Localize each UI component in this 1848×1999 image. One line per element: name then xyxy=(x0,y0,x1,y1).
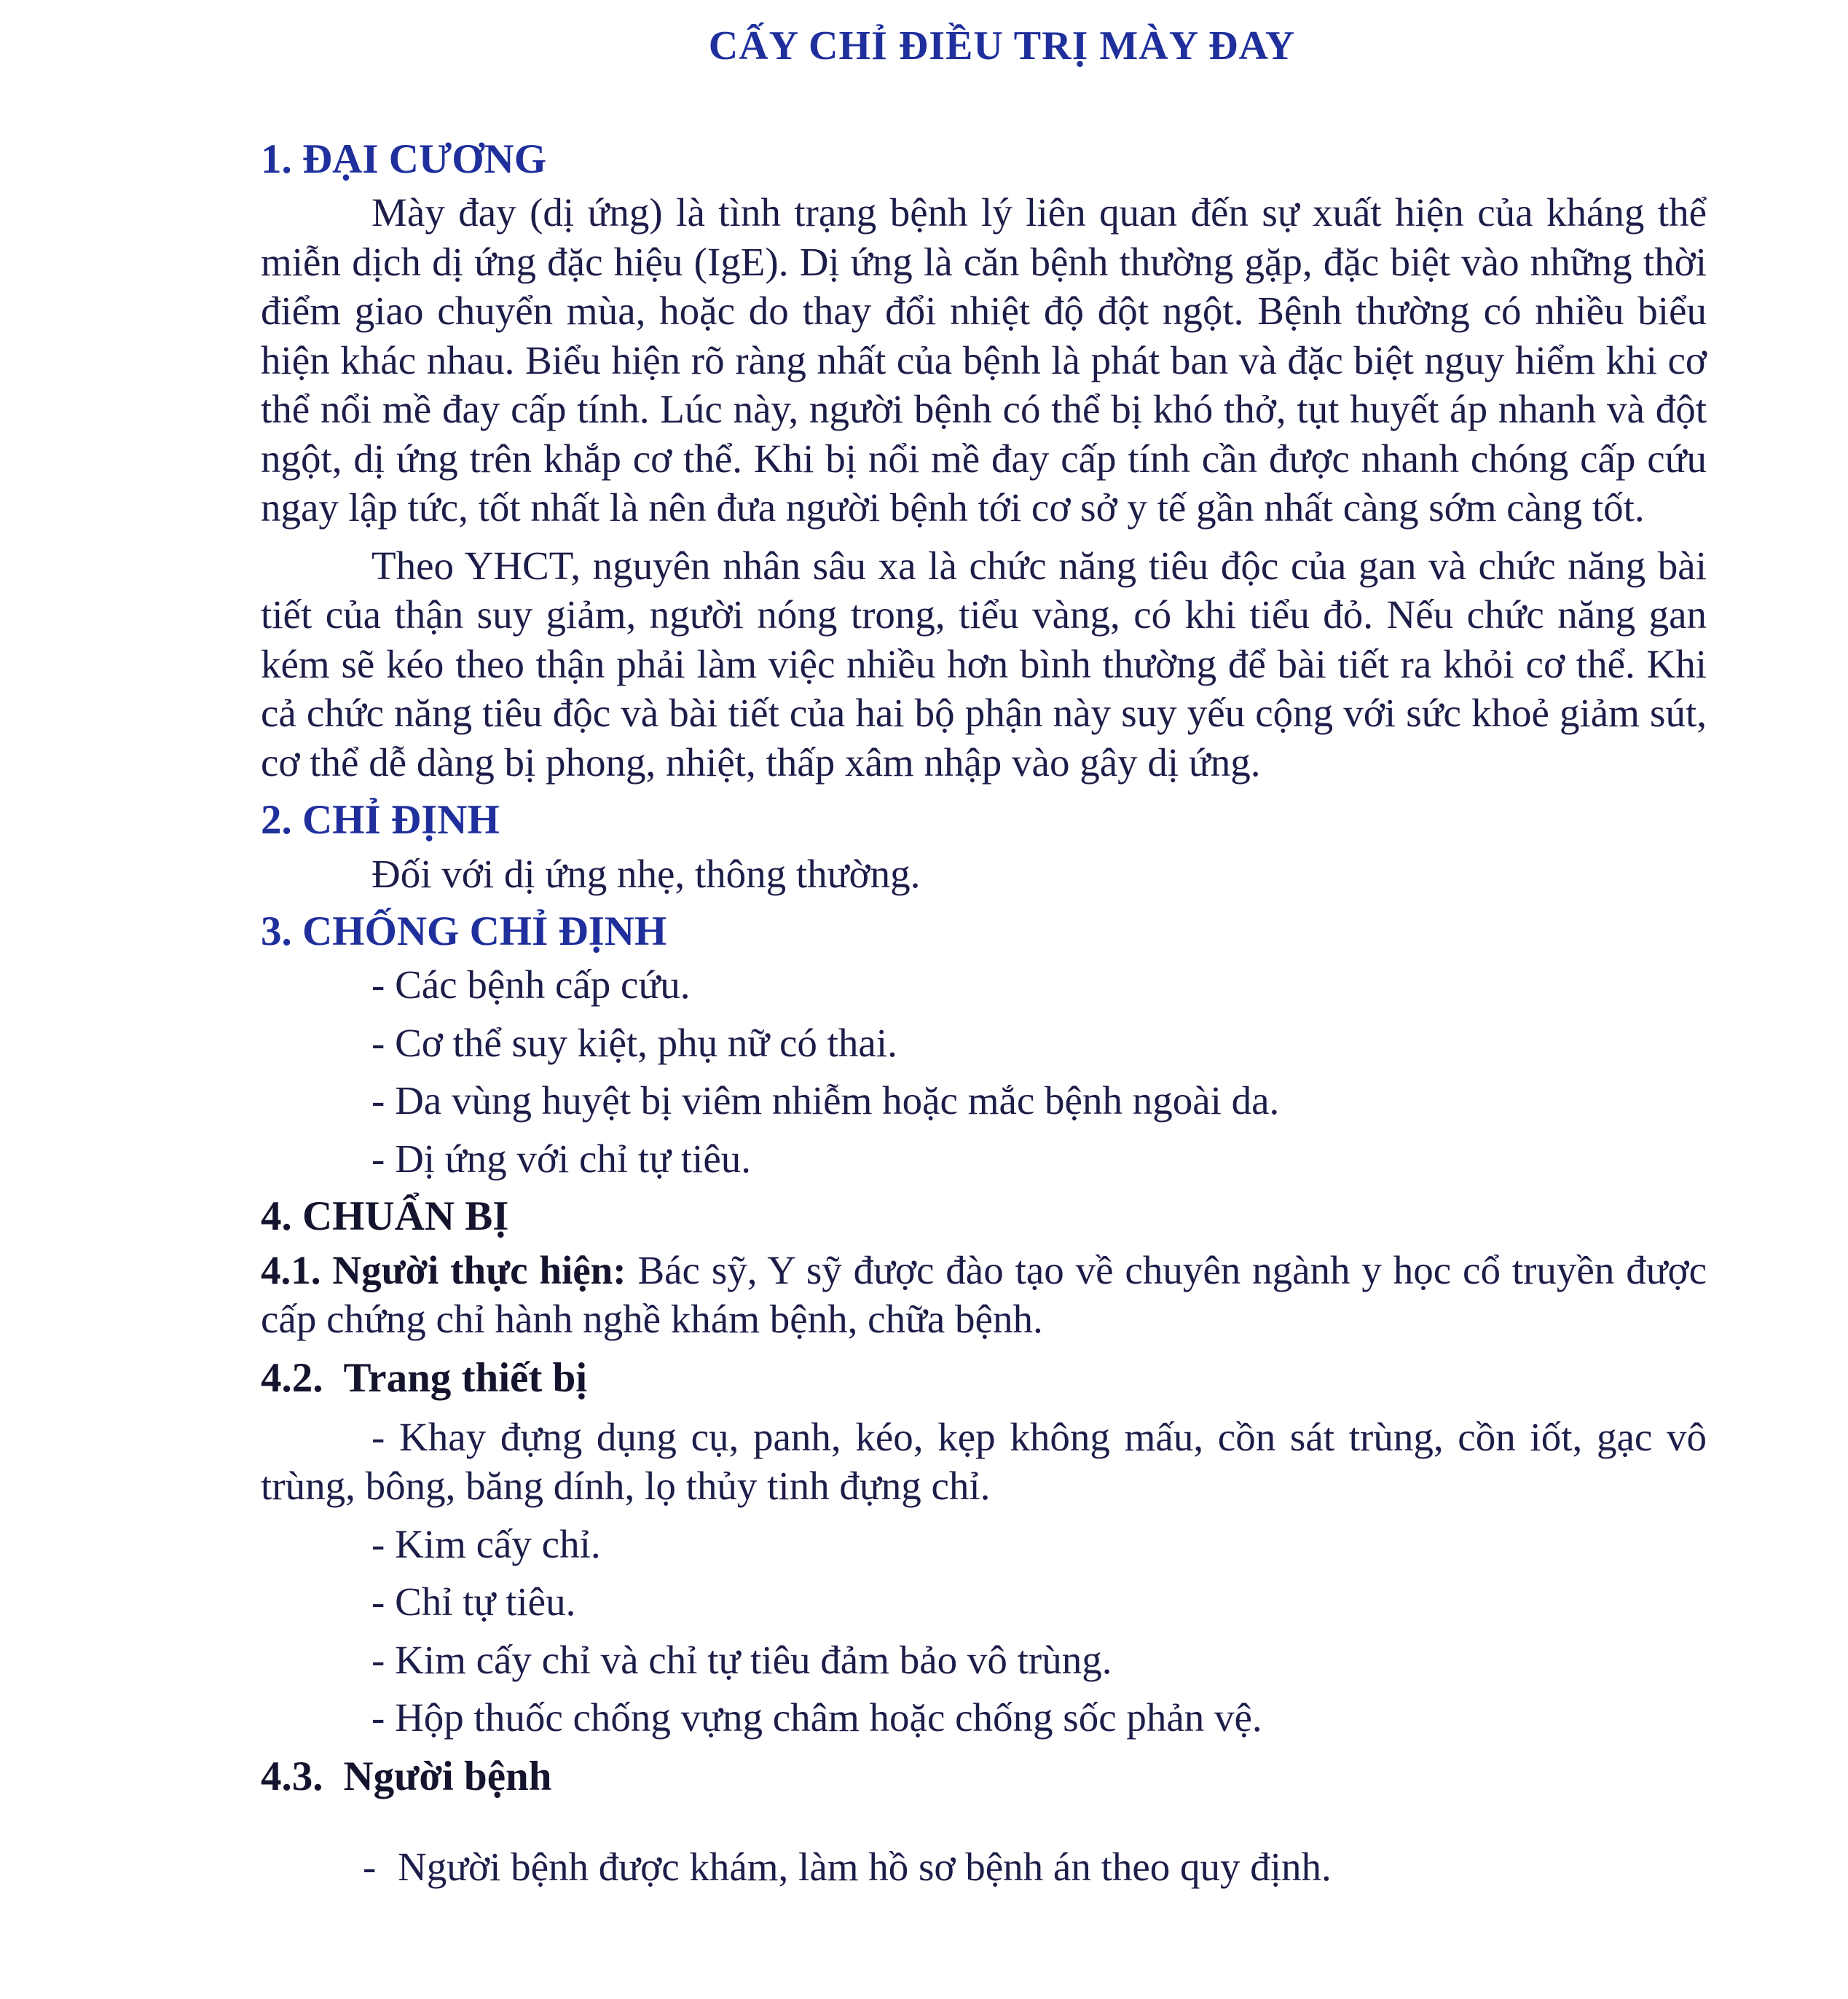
subsection-number: 4.3. xyxy=(261,1753,323,1799)
subsection-text: Bác sỹ, Y sỹ được đào tạo về chuyên ngành y học cổ truyền được cấp chứng chỉ hành nghề khám bệnh, chữa bệnh. xyxy=(261,1247,1707,1342)
section-heading-chong-chi-dinh: 3. CHỐNG CHỈ ĐỊNH xyxy=(261,908,667,955)
section-heading-dai-cuong: 1. ĐẠI CƯƠNG xyxy=(261,136,547,183)
subsection-title: Trang thiết bị xyxy=(343,1354,588,1401)
subsection-heading-nguoi-benh xyxy=(261,1751,1707,1802)
subsection-heading-trang-thiet-bi xyxy=(261,1353,1707,1404)
list-item: - Dị ứng với chỉ tự tiêu. xyxy=(371,1136,751,1181)
list-item-text: Người bệnh được khám, làm hồ sơ bệnh án theo quy định. xyxy=(398,1844,1332,1889)
chi-dinh-text: Đối với dị ứng nhẹ, thông thường. xyxy=(371,851,921,896)
paragraph-dai-cuong-2: Theo YHCT, nguyên nhân sâu xa là chức năng tiêu độc của gan và chức năng bài tiết của thận suy giảm, người nóng trong, tiểu vàng, có khi tiểu đỏ. Nếu chức năng gan kém sẽ kéo theo thận phải làm việc nhiều hơn bình thường để bài tiết ra khỏi cơ thể. Khi cả chức năng tiêu độc và bài tiết của hai bộ phận này suy yếu cộng với sức khoẻ giảm sút, cơ thể dễ dàng bị phong, nhiệt, thấp xâm nhập vào gây dị ứng. xyxy=(261,543,1707,785)
list-item: - Hộp thuốc chống vựng châm hoặc chống sốc phản vệ. xyxy=(371,1695,1262,1740)
subsection-number: 4.2. xyxy=(261,1354,323,1401)
list-item: - Kim cấy chỉ và chỉ tự tiêu đảm bảo vô trùng. xyxy=(371,1637,1112,1682)
list-item: - Kim cấy chỉ. xyxy=(371,1521,601,1566)
list-item: - Da vùng huyệt bị viêm nhiễm hoặc mắc bệnh ngoài da. xyxy=(371,1078,1280,1123)
document-page xyxy=(261,22,1707,1931)
dash-marker: - xyxy=(363,1844,377,1889)
list-item: - Cơ thể suy kiệt, phụ nữ có thai. xyxy=(371,1020,897,1065)
subsection-title: Người bệnh xyxy=(343,1753,552,1799)
document-title: CẤY CHỈ ĐIỀU TRỊ MÀY ĐAY xyxy=(708,23,1296,68)
list-item: - Chỉ tự tiêu. xyxy=(371,1579,576,1625)
subsection-nguoi-thuc-hien xyxy=(261,1246,1707,1344)
equipment-paragraph: - Khay đựng dụng cụ, panh, kéo, kẹp không mấu, cồn sát trùng, cồn iốt, gạc vô trùng, bông, băng dính, lọ thủy tinh đựng chỉ. xyxy=(261,1414,1707,1509)
section-heading-chi-dinh: 2. CHỈ ĐỊNH xyxy=(261,797,500,844)
section-heading-chuan-bi: 4. CHUẨN BỊ xyxy=(261,1193,509,1240)
subsection-label: 4.1. Người thực hiện: xyxy=(261,1247,626,1292)
list-item: - Các bệnh cấp cứu. xyxy=(371,962,691,1008)
list-item xyxy=(261,1842,1707,1892)
paragraph-dai-cuong-1: Mày đay (dị ứng) là tình trạng bệnh lý liên quan đến sự xuất hiện của kháng thể miễn dịch dị ứng đặc hiệu (IgE). Dị ứng là căn bệnh thường gặp, đặc biệt vào những thời điểm giao chuyển mùa, hoặc do thay đổi nhiệt độ đột ngột. Bệnh thường có nhiều biểu hiện khác nhau. Biểu hiện rõ ràng nhất của bệnh là phát ban và đặc biệt nguy hiểm khi cơ thể nổi mề đay cấp tính. Lúc này, người bệnh có thể bị khó thở, tụt huyết áp nhanh và đột ngột, dị ứng trên khắp cơ thể. Khi bị nổi mề đay cấp tính cần được nhanh chóng cấp cứu ngay lập tức, tốt nhất là nên đưa người bệnh tới cơ sở y tế gần nhất càng sớm càng tốt. xyxy=(261,190,1707,530)
